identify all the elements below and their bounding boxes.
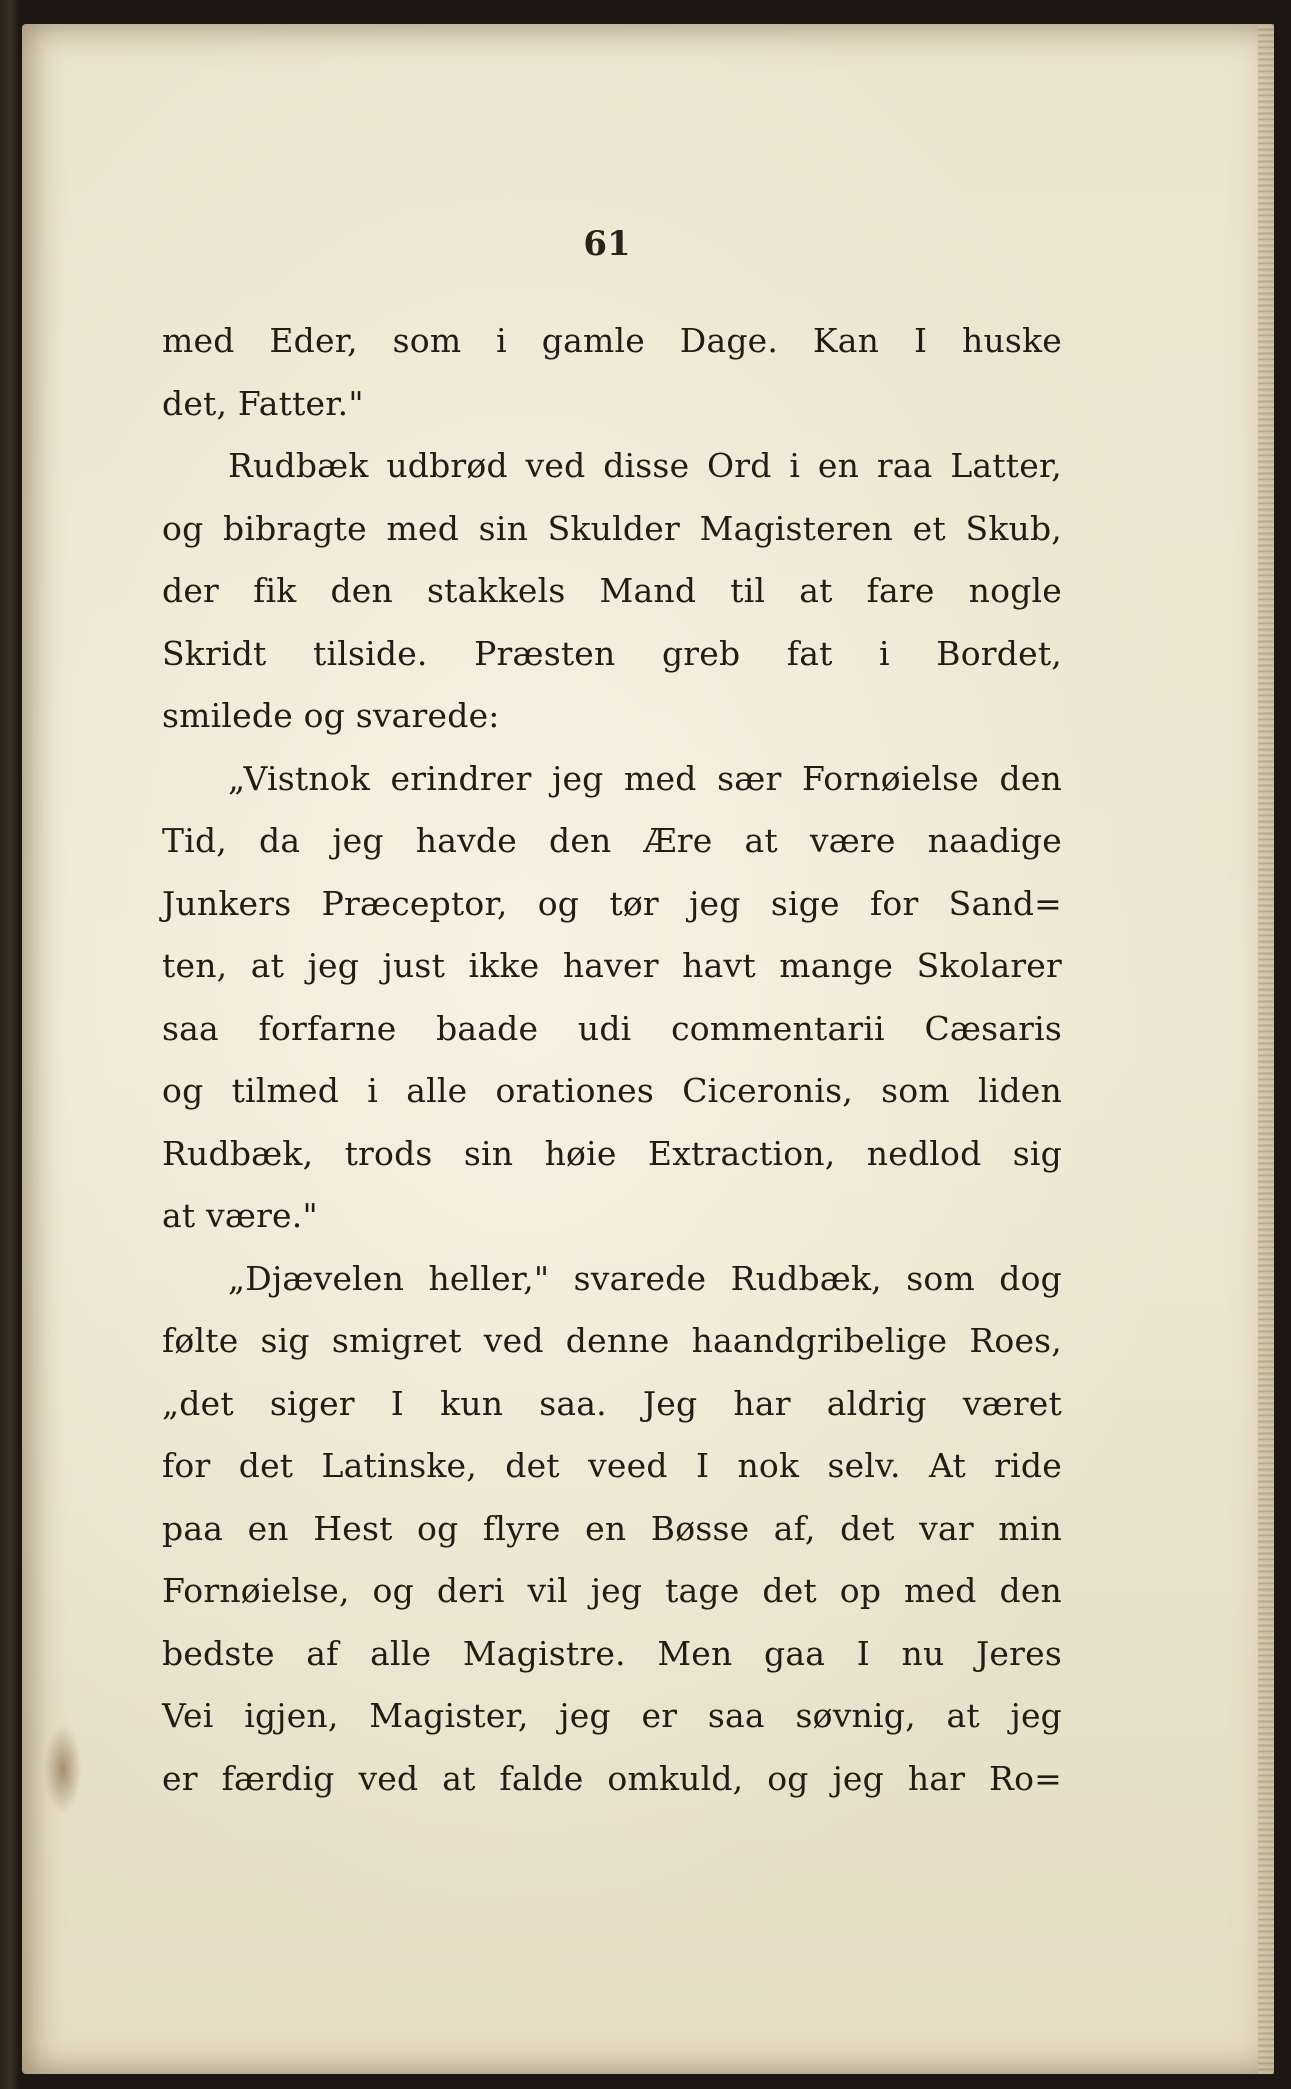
text-line: følte sig smigret ved denne haandgribelige Roes, bbox=[162, 1321, 1062, 1360]
paragraph bbox=[162, 310, 1062, 435]
text-line: og bibragte med sin Skulder Magisteren et Skub, bbox=[162, 508, 1062, 548]
text-line: er færdig ved at falde omkuld, og jeg har Ro= bbox=[162, 1758, 1062, 1798]
text-line: Fornøielse, og deri vil jeg tage det op med den bbox=[162, 1571, 1062, 1610]
body-text bbox=[162, 310, 1062, 1810]
text-line: bedste af alle Magistre. Men gaa I nu Jeres bbox=[162, 1633, 1062, 1673]
text-line: Tid, da jeg havde den Ære at være naadige bbox=[162, 821, 1062, 860]
text-line: for det Latinske, det veed I nok selv. At ride bbox=[162, 1446, 1062, 1485]
text-line: Skridt tilside. Præsten greb fat i Bordet, bbox=[162, 633, 1062, 673]
text-line: Vei igjen, Magister, jeg er saa søvnig, at jeg bbox=[162, 1696, 1062, 1735]
text-line: at være." bbox=[162, 1196, 318, 1235]
text-line: Rudbæk, trods sin høie Extraction, nedlod sig bbox=[162, 1133, 1062, 1173]
page-stain bbox=[44, 1724, 82, 1814]
paragraph bbox=[162, 1248, 1062, 1811]
text-line: og tilmed i alle orationes Ciceronis, som liden bbox=[162, 1071, 1062, 1110]
text-line: saa forfarne baade udi commentarii Cæsaris bbox=[162, 1008, 1062, 1048]
text-line: „Vistnok erindrer jeg med sær Fornøielse den bbox=[228, 758, 1062, 798]
text-line: det, Fatter." bbox=[162, 383, 364, 423]
paragraph bbox=[162, 748, 1062, 1248]
text-line: der fik den stakkels Mand til at fare nogle bbox=[162, 571, 1062, 610]
book-page bbox=[22, 24, 1274, 2074]
text-line: ten, at jeg just ikke haver havt mange Skolarer bbox=[162, 946, 1062, 985]
text-line: paa en Hest og flyre en Bøsse af, det var min bbox=[162, 1508, 1062, 1548]
text-line: Junkers Præceptor, og tør jeg sige for Sand= bbox=[162, 883, 1062, 923]
text-line: med Eder, som i gamle Dage. Kan I huske bbox=[162, 321, 1062, 360]
page-edge bbox=[1258, 24, 1274, 2074]
text-line: „det siger I kun saa. Jeg har aldrig været bbox=[162, 1383, 1062, 1423]
page-number: 61 bbox=[583, 224, 631, 264]
text-line: smilede og svarede: bbox=[162, 696, 500, 735]
paragraph bbox=[162, 435, 1062, 748]
text-line: Rudbæk udbrød ved disse Ord i en raa Latter, bbox=[228, 446, 1062, 485]
text-line: „Djævelen heller," svarede Rudbæk, som dog bbox=[228, 1258, 1062, 1298]
